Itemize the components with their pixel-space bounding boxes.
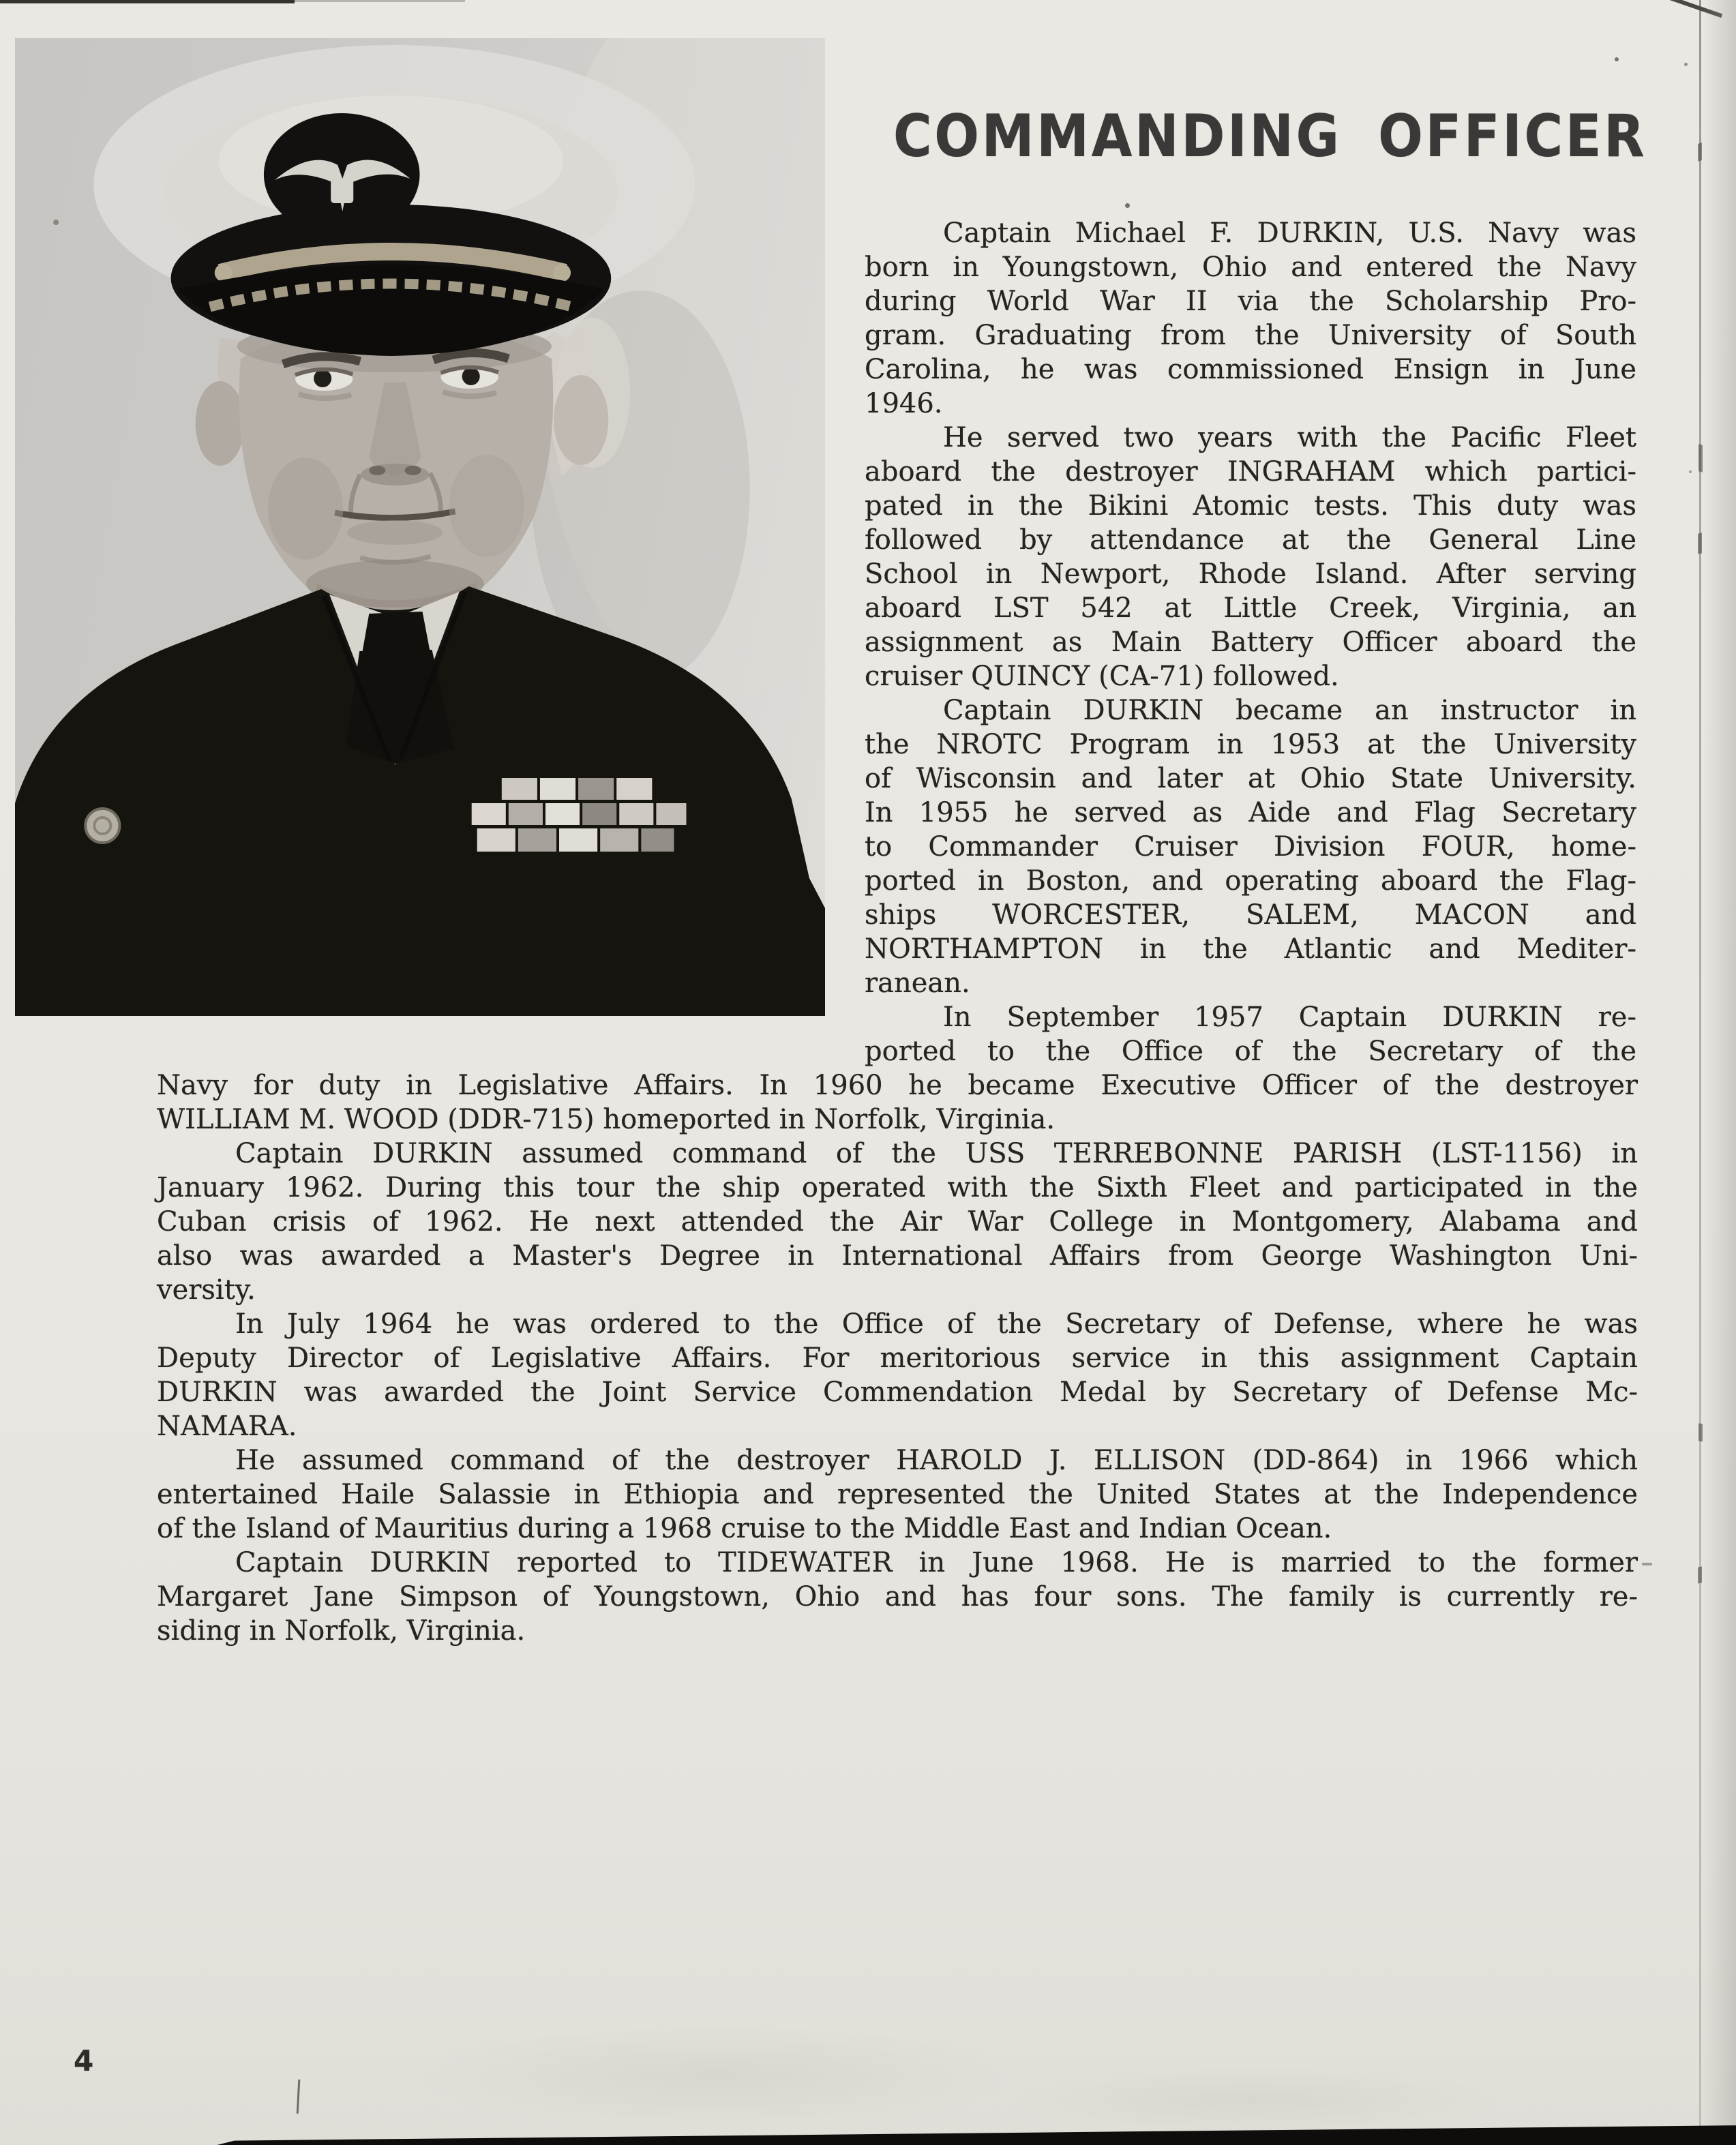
text-line: pated in the Bikini Atomic tests. This duty was <box>865 490 1636 522</box>
necktie <box>362 612 430 652</box>
text-line: Navy for duty in Legislative Affairs. In 1960 he became Executive Officer of the destroyer <box>157 1070 1638 1101</box>
officer-cap <box>164 95 618 356</box>
scan-artifact-smudge <box>1009 2066 1500 2134</box>
text-line: versity. <box>157 1274 256 1306</box>
text-line: DURKIN was awarded the Joint Service Commendation Medal by Secretary of Defense Mc- <box>157 1377 1638 1408</box>
text-line: Margaret Jane Simpson of Youngstown, Ohio and has four sons. The family is currently re- <box>157 1581 1638 1612</box>
text-line: Captain Michael F. DURKIN, U.S. Navy was <box>943 217 1636 249</box>
text-line: NAMARA. <box>157 1411 297 1442</box>
text-line: of the Island of Mauritius during a 1968 cruise to the Middle East and Indian Ocean. <box>157 1513 1332 1544</box>
text-line: cruiser QUINCY (CA-71) followed. <box>865 661 1339 692</box>
commanding-officer-portrait-photo <box>15 38 825 1016</box>
text-line: aboard the destroyer INGRAHAM which partici- <box>865 456 1636 487</box>
page-title: COMMANDING OFFICER <box>893 102 1647 170</box>
scan-artifact-speck <box>1684 63 1688 66</box>
text-line: born in Youngstown, Ohio and entered the Navy <box>865 252 1636 283</box>
text-line: Captain DURKIN reported to TIDEWATER in June 1968. He is married to the former <box>235 1547 1638 1578</box>
text-line: Deputy Director of Legislative Affairs. For meritorious service in this assignment Captain <box>157 1342 1638 1374</box>
text-line: Captain DURKIN became an instructor in <box>943 695 1636 726</box>
text-line: NORTHAMPTON in the Atlantic and Mediter- <box>865 933 1636 965</box>
text-line: He assumed command of the destroyer HAROLD J. ELLISON (DD-864) in 1966 which <box>235 1445 1638 1476</box>
scan-artifact-crease-knot <box>1698 142 1702 162</box>
text-line: WILLIAM M. WOOD (DDR-715) homeported in Norfolk, Virginia. <box>157 1104 1056 1135</box>
text-line: In September 1957 Captain DURKIN re- <box>943 1002 1636 1033</box>
scan-artifact-speck <box>1615 57 1619 61</box>
text-line: aboard LST 542 at Little Creek, Virginia, an <box>865 592 1636 624</box>
jacket-button <box>85 809 119 843</box>
text-line: In July 1964 he was ordered to the Office of the Secretary of Defense, where he was <box>235 1308 1638 1340</box>
text-line: during World War II via the Scholarship Pro- <box>865 286 1636 317</box>
text-line: In 1955 he served as Aide and Flag Secretary <box>865 797 1636 828</box>
text-line: of Wisconsin and later at Ohio State University. <box>865 763 1636 794</box>
text-line: entertained Haile Salassie in Ethiopia and represented the United States at the Independence <box>157 1479 1638 1510</box>
scan-artifact-hair <box>297 2080 301 2114</box>
bio-column-text <box>865 216 1636 1068</box>
text-line: ported in Boston, and operating aboard the Flag- <box>865 865 1636 897</box>
eagle-insignia <box>264 113 420 236</box>
text-line: 1946. <box>865 388 943 419</box>
bio-fullwidth-text <box>157 1068 1638 1648</box>
text-line: ported to the Office of the Secretary of the <box>865 1036 1636 1067</box>
text-line: Carolina, he was commissioned Ensign in June <box>865 354 1636 385</box>
scan-artifact-crease-knot <box>1698 532 1702 554</box>
scan-artifact-top-edge-line <box>0 0 295 3</box>
scan-artifact-speck <box>1689 470 1692 473</box>
scan-artifact-smudge <box>409 2025 1023 2127</box>
text-line: School in Newport, Rhode Island. After serving <box>865 558 1636 590</box>
text-line: ranean. <box>865 967 970 999</box>
scan-artifact-crease-knot <box>1698 1423 1703 1441</box>
text-line: gram. Graduating from the University of South <box>865 320 1636 351</box>
text-line: the NROTC Program in 1953 at the University <box>865 729 1636 760</box>
text-line: to Commander Cruiser Division FOUR, home- <box>865 831 1636 862</box>
text-line: also was awarded a Master's Degree in International Affairs from George Washington Uni- <box>157 1240 1638 1272</box>
scan-artifact-right-shadow <box>1702 0 1736 2145</box>
scan-artifact-corner-mark <box>1657 0 1723 18</box>
scan-artifact-bottom-edge <box>0 2118 1736 2145</box>
text-line: Captain DURKIN assumed command of the USS TERREBONNE PARISH (LST-1156) in <box>235 1138 1638 1169</box>
scan-artifact-top-edge-fade <box>295 0 465 2</box>
scan-artifact-speck <box>1125 203 1130 208</box>
scan-artifact-crease-knot <box>1698 1566 1702 1583</box>
text-line: assignment as Main Battery Officer aboard the <box>865 627 1636 658</box>
page-number: 4 <box>74 2044 94 2078</box>
scan-artifact-speck <box>1642 1563 1652 1565</box>
text-line: ships WORCESTER, SALEM, MACON and <box>865 899 1636 931</box>
scan-artifact-right-crease <box>1699 0 1701 2145</box>
text-line: followed by attendance at the General Line <box>865 524 1636 556</box>
text-line: Cuban crisis of 1962. He next attended the Air War College in Montgomery, Alabama and <box>157 1206 1638 1238</box>
portrait-illustration <box>15 38 825 1016</box>
text-line: siding in Norfolk, Virginia. <box>157 1615 526 1647</box>
text-line: January 1962. During this tour the ship operated with the Sixth Fleet and participated in the <box>157 1172 1638 1203</box>
text-line: He served two years with the Pacific Fleet <box>943 422 1636 453</box>
scan-artifact-crease-knot <box>1698 444 1703 472</box>
